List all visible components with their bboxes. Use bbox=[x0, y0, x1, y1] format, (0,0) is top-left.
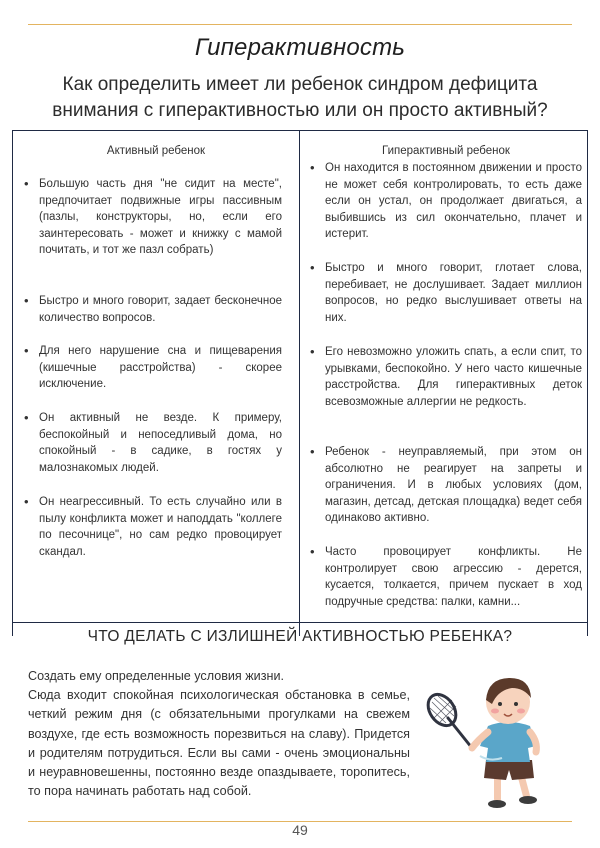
list-item: • Часто провоцирует конфликты. Не контролирует свою агрессию - дерется, кусается, толкается, причем пускает в ход подручные средства: палки, камни... bbox=[310, 544, 582, 608]
table-mid-divider bbox=[299, 130, 300, 636]
list-item: • Он находится в постоянном движении и просто не может себя контролировать, то есть даже если он устал, он продолжает двигаться, а выбившись из сил окончательно, плачет и истерит. bbox=[310, 160, 582, 241]
bullet-icon: • bbox=[24, 343, 29, 358]
list-item: • Быстро и много говорит, задает бесконечное количество вопросов. bbox=[24, 293, 282, 324]
bullet-icon: • bbox=[24, 293, 29, 308]
section-heading: ЧТО ДЕЛАТЬ С ИЗЛИШНЕЙ АКТИВНОСТЬЮ РЕБЕНКА? bbox=[87, 628, 513, 645]
list-item: • Он неагрессивный. То есть случайно или в пылу конфликта может и наподдать "коллеге по песочнице", но сам редко провоцирует скандал. bbox=[24, 494, 282, 558]
bullet-icon: • bbox=[24, 494, 29, 509]
page-title: Гиперактивность bbox=[194, 34, 406, 61]
column-header-hyperactive: Гиперактивный ребенок bbox=[382, 145, 510, 157]
advice-first-line: Создать ему определенные условия жизни. bbox=[28, 669, 284, 683]
bullet-icon: • bbox=[310, 344, 315, 359]
list-item: • Ребенок - неуправляемый, при этом он абсолютно не реагирует на запреты и ограничения. И в любых условиях (дом, магазин, детсад, детская площадка) ведет себя одинаково активно. bbox=[310, 444, 582, 525]
advice-text bbox=[28, 667, 410, 801]
bullet-icon: • bbox=[310, 260, 315, 275]
tennis-racket-icon bbox=[422, 689, 472, 748]
table-left-border bbox=[12, 130, 13, 636]
bullet-icon: • bbox=[310, 444, 315, 459]
list-item: • Его невозможно уложить спать, а если спит, то урывками, беспокойно. У него часто кишечные расстройства. Для гиперактивных деток всевозможные аллергии не редкость. bbox=[310, 344, 582, 408]
page-number: 49 bbox=[292, 822, 308, 838]
table-right-border bbox=[587, 130, 588, 636]
list-item: • Большую часть дня "не сидит на месте", предпочитает подвижные игры пассивным (пазлы, конструкторы, но, если его заинтересовать - может и книжку с мамой почитать, и тот же пазл собрать) bbox=[24, 176, 282, 257]
top-rule bbox=[28, 24, 572, 25]
page-subtitle: Как определить имеет ли ребенок синдром дефицита внимания с гиперактивностью или он просто активный? bbox=[52, 74, 548, 121]
list-item: • Он активный не везде. К примеру, беспокойный и непоседливый дома, но спокойный - в садике, в гостях у малознакомых людей. bbox=[24, 410, 282, 474]
list-item: • Для него нарушение сна и пищеварения (кишечные расстройства) - скорее исключение. bbox=[24, 343, 282, 391]
column-header-active: Активный ребенок bbox=[106, 145, 206, 157]
bullet-icon: • bbox=[310, 544, 315, 559]
child-tennis-illustration bbox=[420, 666, 570, 816]
bullet-icon: • bbox=[24, 410, 29, 425]
advice-paragraph: Сюда входит спокойная психологическая обстановка в семье, четкий режим дня (с обязательными прогулками на свежем воздухе, где есть возможность порезвиться на славу). Придется и родителям потрудиться. Если вы сами - очень эмоциональны и неуравновешенны, постоянно везде опаздываете, торопитесь, то пора начинать работать над собой. bbox=[28, 688, 410, 799]
table-bottom-border bbox=[12, 622, 588, 623]
bullet-icon: • bbox=[24, 176, 29, 191]
list-item: • Быстро и много говорит, глотает слова, перебивает, не дослушивает. Задает миллион вопросов, но редко выслушивает ответы на них. bbox=[310, 260, 582, 324]
table-top-border bbox=[12, 130, 588, 131]
bullet-icon: • bbox=[310, 160, 315, 175]
